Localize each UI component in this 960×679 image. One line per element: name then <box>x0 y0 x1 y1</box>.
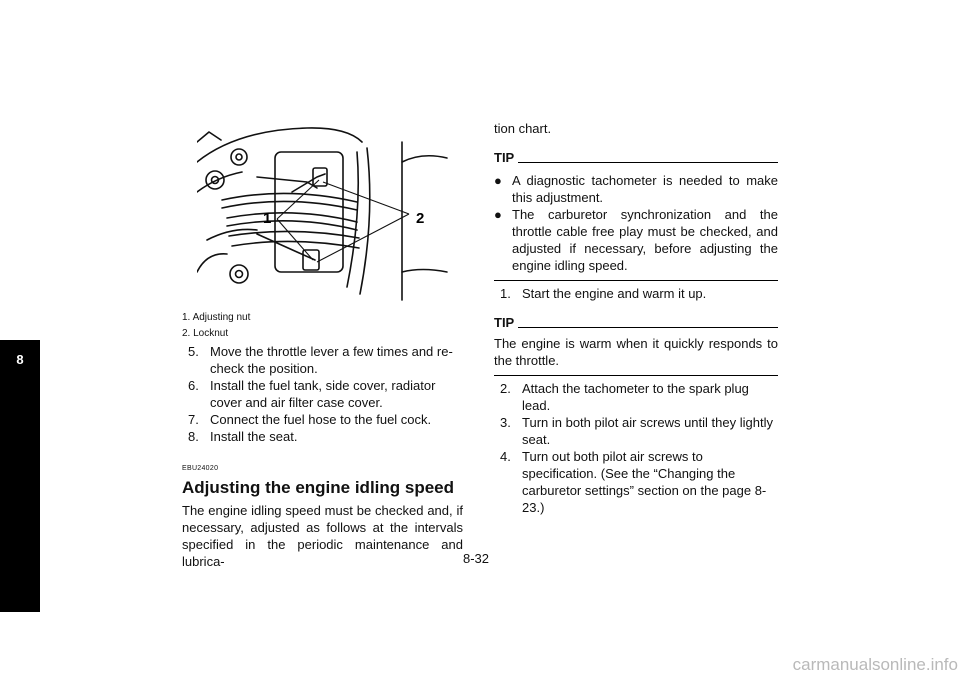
chapter-tab-number: 8 <box>16 352 24 367</box>
list-item: 5. Move the throttle lever a few times and re-check the position. <box>188 344 453 376</box>
tip-bullet-list <box>494 172 778 274</box>
tip-rule <box>518 327 778 328</box>
chapter-tab <box>0 340 40 612</box>
step-1-list <box>494 285 778 302</box>
tip-end-rule <box>494 375 778 376</box>
section-code: EBU24020 <box>182 465 219 472</box>
left-step-list <box>182 343 463 445</box>
page-number: 8-32 <box>463 551 490 566</box>
list-item: 7. Connect the fuel hose to the fuel cock. <box>188 412 432 427</box>
tip-rule <box>518 162 778 163</box>
list-item: 1. Start the engine and warm it up. <box>500 286 707 301</box>
callout-1: 1 <box>263 210 272 227</box>
list-item: ● A diagnostic tachometer is needed to make this adjustment. <box>494 173 778 205</box>
caption-locknut: 2. Locknut <box>182 328 229 339</box>
tip-label: TIP <box>494 315 515 330</box>
figure-captions <box>182 310 250 342</box>
tip-header <box>494 149 778 166</box>
tip-header <box>494 314 778 331</box>
bullet-icon: ● <box>494 173 502 188</box>
list-item: 3. Turn in both pilot air screws until they lightly seat. <box>500 415 773 447</box>
caption-adjusting-nut: 1. Adjusting nut <box>182 312 251 323</box>
section-intro: The engine idling speed must be checked and, if necessary, adjusted as follows at the intervals specified in the periodic maintenance and lubrica- <box>182 503 463 569</box>
callout-2: 2 <box>416 210 425 227</box>
tip-label: TIP <box>494 150 515 165</box>
tip-end-rule <box>494 280 778 281</box>
tip-text: The engine is warm when it quickly responds to the throttle. <box>494 336 778 368</box>
right-column <box>494 120 778 516</box>
continuation-text: tion chart. <box>494 121 552 136</box>
list-item: 2. Attach the tachometer to the spark plug lead. <box>500 381 749 413</box>
list-item: 6. Install the fuel tank, side cover, radiator cover and air filter case cover. <box>188 378 436 410</box>
left-column <box>182 343 463 570</box>
section-title: Adjusting the engine idling speed <box>182 478 455 497</box>
carburetor-illustration <box>197 122 449 302</box>
right-step-list <box>494 380 778 516</box>
list-item: ● The carburetor synchronization and the throttle cable free play must be checked, and adjusted if necessary, before adjusting the engine idling speed. <box>494 207 778 273</box>
footer-watermark: carmanualsonline.info <box>792 655 958 674</box>
list-item: 4. Turn out both pilot air screws to specification. (See the “Changing the carburetor settings” section on the page 8-23.) <box>500 449 767 515</box>
list-item: 8. Install the seat. <box>188 429 298 444</box>
bullet-icon: ● <box>494 207 502 222</box>
